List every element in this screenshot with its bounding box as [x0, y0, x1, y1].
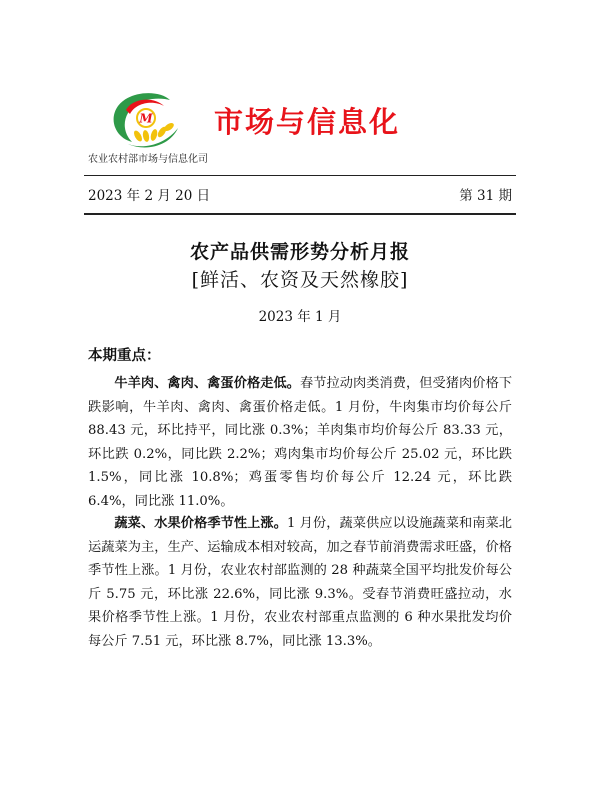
ministry-logo	[108, 88, 184, 150]
paragraph-body: 春节拉动肉类消费，但受猪肉价格下跌影响，牛羊肉、禽肉、禽蛋价格走低。1 月份，牛肉集市均价每公斤 88.43 元，环比持平，同比涨 0.3%；羊肉集市均价每公斤 83.33 元，环比跌 0.2%，同比跌 2.2%；鸡肉集市均价每公斤 25.02 元，环比跌 1.5%，同比涨 10.8%；鸡蛋零售均价每公斤 12.24 元，环比跌 6.4%，同比涨 11.0%。	[88, 376, 513, 509]
highlight-paragraph-produce	[88, 512, 512, 653]
org-name: 农业农村部市场与信息化司	[88, 154, 208, 165]
publish-date: 2023 年 2 月 20 日	[88, 188, 211, 204]
paragraph-body: 1 月份，蔬菜供应以设施蔬菜和南菜北运蔬菜为主，生产、运输成本相对较高，加之春节前消费需求旺盛，价格季节性上涨。1 月份，农业农村部监测的 28 种蔬菜全国平均批发价每公斤 5.75 元，环比涨 22.6%，同比涨 9.3%。受春节消费旺盛拉动，水果价格季节性上涨。1 月份，农业农村部重点监测的 6 种水果批发均价每公斤 7.51 元，环比涨 8.7%，同比涨 13.3%。	[88, 516, 512, 649]
highlight-paragraph-meat	[88, 372, 512, 513]
paragraph-lead: 蔬菜、水果价格季节性上涨。	[114, 516, 287, 531]
highlights-heading: 本期重点：	[88, 348, 161, 364]
report-title: 农产品供需形势分析月报	[189, 241, 410, 263]
report-subtitle: [鲜活、农资及天然橡胶]	[191, 269, 409, 291]
brand-title: 市场与信息化	[214, 105, 401, 139]
report-period: 2023 年 1 月	[258, 309, 342, 325]
issue-number: 第 31 期	[459, 188, 512, 204]
header-divider-bottom	[84, 213, 516, 215]
logo-m-letter: M	[139, 111, 153, 126]
paragraph-lead: 牛羊肉、禽肉、禽蛋价格走低。	[114, 376, 300, 391]
header-divider-top	[84, 175, 516, 176]
